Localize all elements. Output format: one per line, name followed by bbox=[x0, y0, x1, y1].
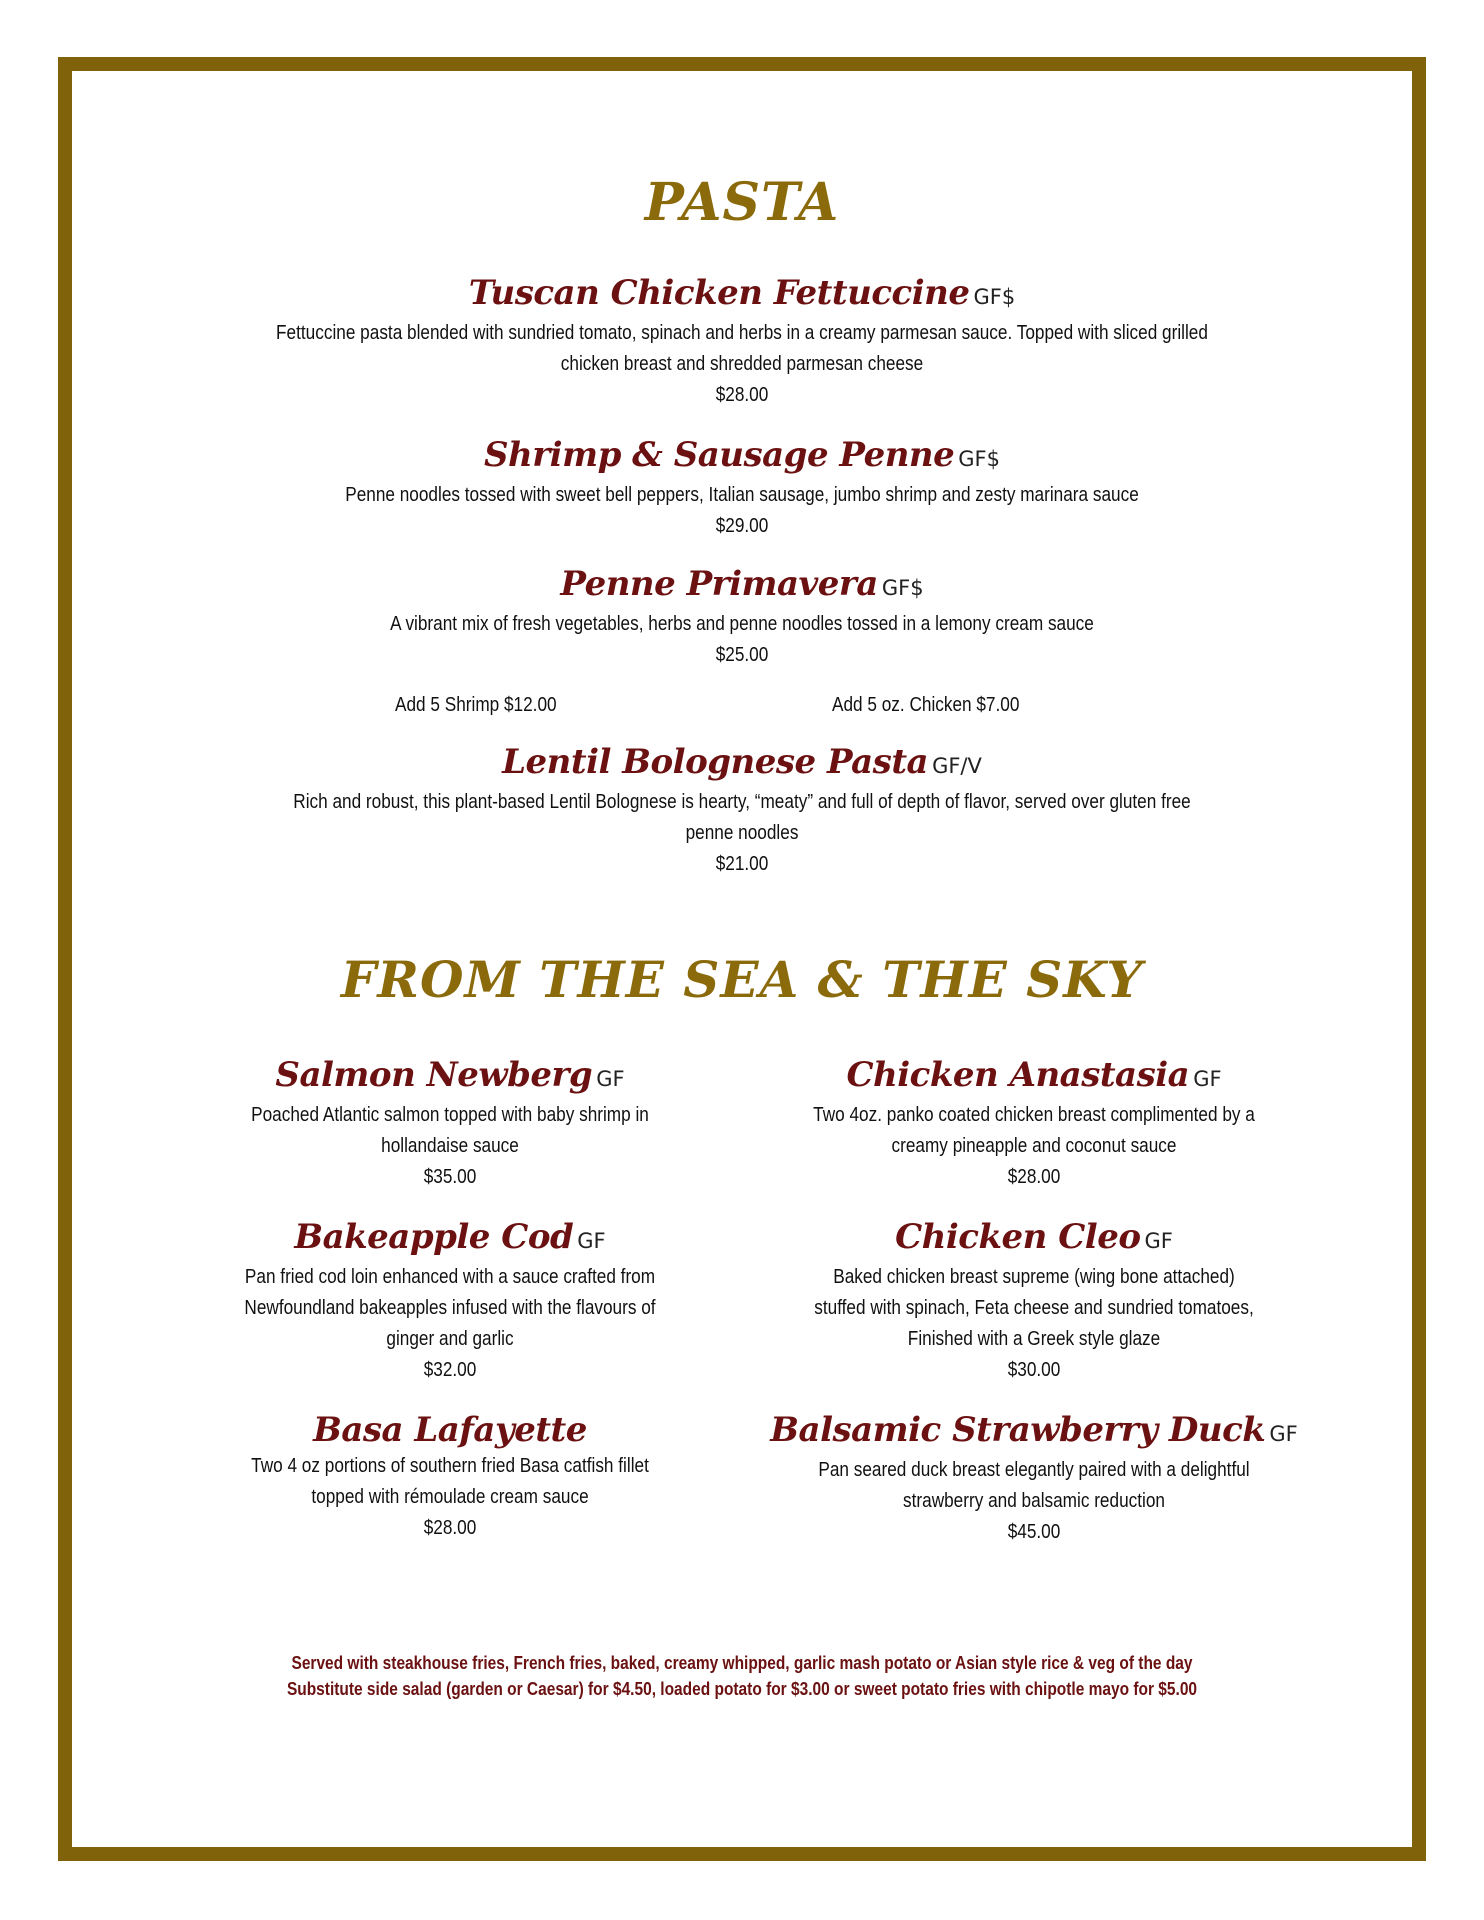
description-line: Baked chicken breast supreme (wing bone attached) bbox=[833, 1266, 1235, 1288]
item-price: $45.00 bbox=[1007, 1521, 1061, 1543]
item-description bbox=[218, 1262, 682, 1355]
item-price: $32.00 bbox=[423, 1359, 477, 1381]
sea-sky-section-title: FROM THE SEA & THE SKY bbox=[340, 950, 1144, 1009]
dietary-tag: GF bbox=[1193, 1067, 1222, 1091]
addon-chicken: Add 5 oz. Chicken $7.00 bbox=[832, 694, 1020, 716]
footer-line: Served with steakhouse fries, French fries, baked, creamy whipped, garlic mash potato or Asian style rice & veg of the day bbox=[291, 1653, 1193, 1673]
menu-item-penne-primavera bbox=[170, 563, 1314, 671]
description-line: stuffed with spinach, Feta cheese and sundried tomatoes, bbox=[814, 1297, 1254, 1319]
item-name: Salmon Newberg bbox=[275, 1055, 593, 1095]
dietary-tag: GF$ bbox=[973, 285, 1016, 309]
description-line: A vibrant mix of fresh vegetables, herbs and penne noodles tossed in a lemony cream sauce bbox=[390, 613, 1094, 635]
description-line: Poached Atlantic salmon topped with baby shrimp in bbox=[251, 1104, 649, 1126]
item-description bbox=[802, 1100, 1266, 1162]
item-description bbox=[218, 1100, 682, 1162]
item-price: $28.00 bbox=[1007, 1166, 1061, 1188]
description-line: Two 4 oz portions of southern fried Basa catfish fillet bbox=[251, 1455, 649, 1477]
item-description bbox=[802, 1455, 1266, 1517]
addon-shrimp: Add 5 Shrimp $12.00 bbox=[395, 694, 557, 716]
description-line: Finished with a Greek style glaze bbox=[907, 1328, 1161, 1350]
dietary-tag: GF$ bbox=[881, 576, 924, 600]
description-line: ginger and garlic bbox=[386, 1328, 514, 1350]
item-description bbox=[802, 1262, 1266, 1355]
description-line: Rich and robust, this plant-based Lentil Bolognese is hearty, “meaty” and full of depth of flavor, served over gluten free bbox=[293, 791, 1191, 813]
item-name: Chicken Anastasia bbox=[846, 1055, 1190, 1095]
dietary-tag: GF/V bbox=[932, 754, 982, 778]
description-line: Pan fried cod loin enhanced with a sauce crafted from bbox=[244, 1266, 656, 1288]
pasta-section-title: PASTA bbox=[644, 172, 840, 233]
description-line: Newfoundland bakeapples infused with the flavours of bbox=[244, 1297, 656, 1319]
description-line: chicken breast and shredded parmesan cheese bbox=[560, 353, 924, 375]
item-name: Basa Lafayette bbox=[313, 1410, 587, 1450]
description-line: creamy pineapple and coconut sauce bbox=[891, 1135, 1177, 1157]
item-description bbox=[250, 318, 1234, 380]
item-description bbox=[250, 787, 1234, 849]
item-description bbox=[250, 480, 1234, 511]
item-price: $21.00 bbox=[715, 853, 769, 875]
menu-item-basa-lafayette bbox=[180, 1409, 720, 1544]
description-line: hollandaise sauce bbox=[381, 1135, 519, 1157]
item-name: Shrimp & Sausage Penne bbox=[483, 435, 955, 475]
menu-item-chicken-anastasia bbox=[764, 1054, 1304, 1193]
item-price: $35.00 bbox=[423, 1166, 477, 1188]
item-name: Lentil Bolognese Pasta bbox=[502, 742, 929, 782]
dietary-tag: GF bbox=[1144, 1229, 1173, 1253]
description-line: Penne noodles tossed with sweet bell peppers, Italian sausage, jumbo shrimp and zesty marinara sauce bbox=[345, 484, 1139, 506]
item-price: $25.00 bbox=[715, 644, 769, 666]
item-name: Tuscan Chicken Fettuccine bbox=[468, 273, 970, 313]
dietary-tag: GF bbox=[596, 1067, 625, 1091]
item-price: $30.00 bbox=[1007, 1359, 1061, 1381]
description-line: topped with rémoulade cream sauce bbox=[311, 1486, 589, 1508]
menu-item-lentil-bolognese-pasta bbox=[170, 741, 1314, 880]
item-description bbox=[218, 1451, 682, 1513]
menu-item-balsamic-strawberry-duck bbox=[764, 1409, 1304, 1548]
description-line: Two 4oz. panko coated chicken breast complimented by a bbox=[813, 1104, 1255, 1126]
dietary-tag: GF bbox=[1269, 1422, 1298, 1446]
menu-item-bakeapple-cod bbox=[180, 1216, 720, 1386]
sides-footer-note bbox=[0, 1650, 1484, 1702]
item-name: Balsamic Strawberry Duck bbox=[770, 1410, 1266, 1450]
description-line: Fettuccine pasta blended with sundried tomato, spinach and herbs in a creamy parmesan sauce. Topped with sliced grilled bbox=[276, 322, 1208, 344]
menu-item-shrimp-sausage-penne bbox=[170, 434, 1314, 542]
item-name: Chicken Cleo bbox=[895, 1217, 1141, 1257]
dietary-tag: GF$ bbox=[958, 447, 1000, 471]
item-price: $28.00 bbox=[423, 1517, 477, 1539]
item-price: $28.00 bbox=[715, 384, 769, 406]
description-line: penne noodles bbox=[685, 822, 799, 844]
footer-line: Substitute side salad (garden or Caesar) for $4.50, loaded potato for $3.00 or sweet potato fries with chipotle mayo for $5.00 bbox=[286, 1679, 1198, 1699]
item-description bbox=[250, 609, 1234, 640]
menu-item-chicken-cleo bbox=[764, 1216, 1304, 1386]
item-price: $29.00 bbox=[715, 515, 769, 537]
description-line: Pan seared duck breast elegantly paired with a delightful bbox=[818, 1459, 1250, 1481]
menu-item-tuscan-chicken-fettuccine bbox=[170, 272, 1314, 411]
item-name: Bakeapple Cod bbox=[294, 1217, 574, 1257]
menu-item-salmon-newberg bbox=[180, 1054, 720, 1193]
dietary-tag: GF bbox=[577, 1229, 606, 1253]
description-line: strawberry and balsamic reduction bbox=[903, 1490, 1165, 1512]
item-name: Penne Primavera bbox=[560, 564, 878, 604]
